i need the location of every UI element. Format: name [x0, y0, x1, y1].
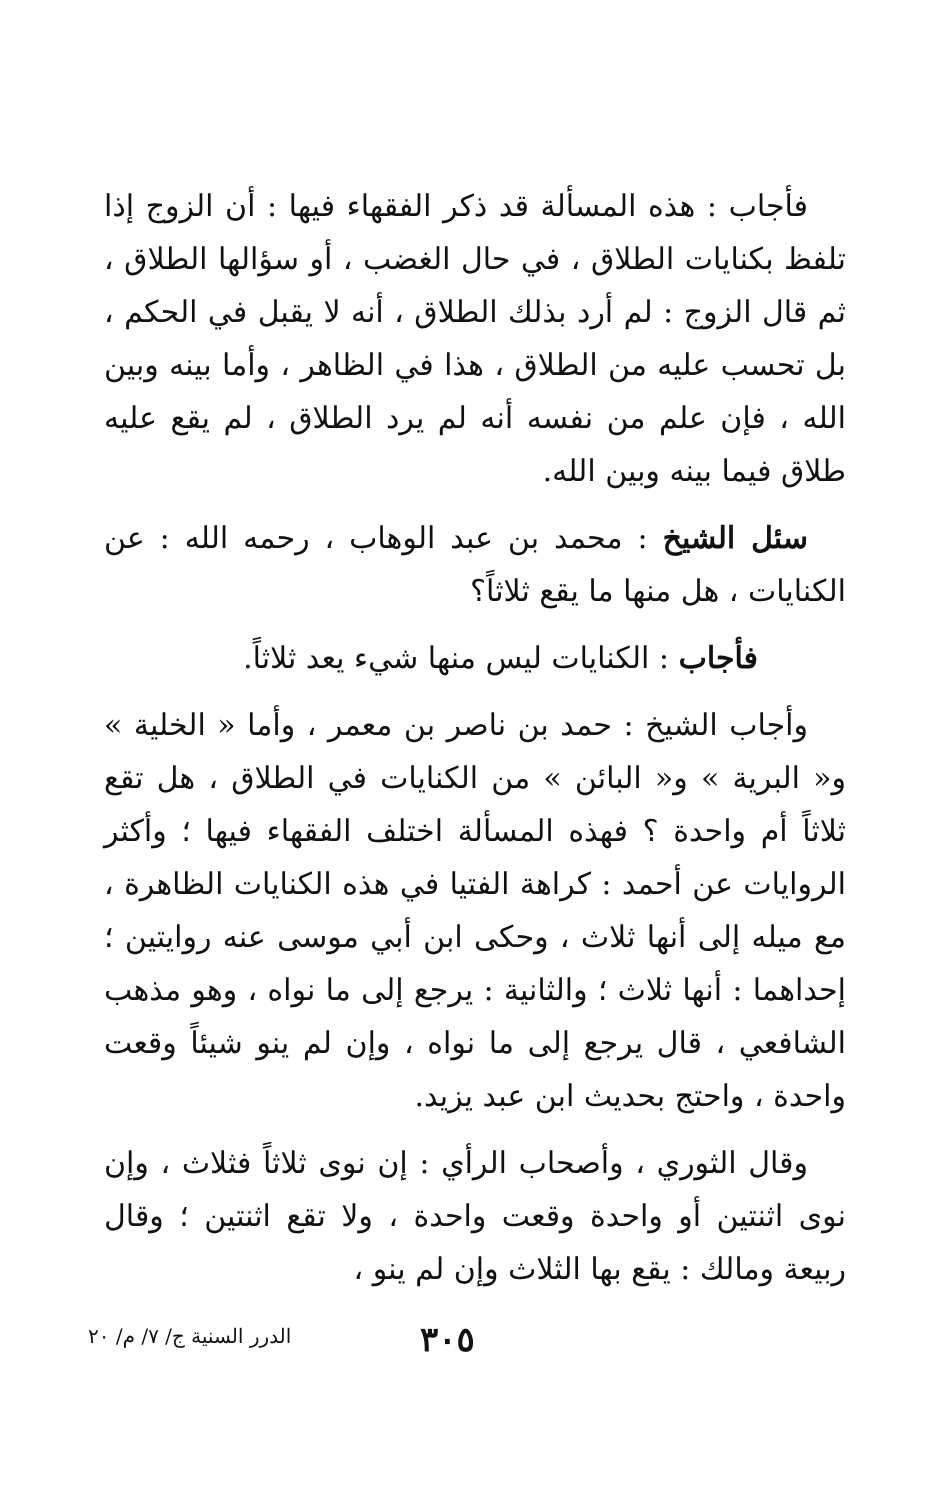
page-body: [104, 180, 846, 1310]
page-number: ٣٠٥: [420, 1320, 475, 1360]
paragraph-lead: سئل الشيخ: [662, 521, 808, 556]
paragraph-text: : محمد بن عبد الوهاب ، رحمه الله : عن الكنايات ، هل منها ما يقع ثلاثاً؟: [104, 521, 846, 609]
paragraph-lead: فأجاب: [678, 641, 758, 676]
footer-reference: الدرر السنية ج/ ٧/ م/ ٢٠: [88, 1324, 292, 1348]
paragraph-text: وأجاب الشيخ : حمد بن ناصر بن معمر ، وأما « الخلية » و« البرية » و« البائن » من الكنايات في الطلاق ، هل تقع ثلاثاً أم واحدة ؟ فهذه المسألة اختلف الفقهاء فيها ؛ وأكثر الروايات عن أحمد : كراهة الفتيا في هذه الكنايات الظاهرة ، مع ميله إلى أنها ثلاث ، وحكى ابن أبي موسى عنه روايتين ؛ إحداهما : أنها ثلاث ؛ والثانية : يرجع إلى ما نواه ، وهو مذهب الشافعي ، قال يرجع إلى ما نواه ، وإن لم ينو شيئاً وقعت واحدة ، واحتج بحديث ابن عبد يزيد.: [104, 708, 846, 1114]
page-footer: [0, 1320, 950, 1370]
paragraph-text: وقال الثوري ، وأصحاب الرأي : إن نوى ثلاثاً فثلاث ، وإن نوى اثنتين أو واحدة وقعت واحدة ، ولا تقع اثنتين ؛ وقال ربيعة ومالك : يقع بها الثلاث وإن لم ينو ،: [104, 1146, 846, 1287]
paragraph-text: فأجاب : هذه المسألة قد ذكر الفقهاء فيها : أن الزوج إذا تلفظ بكنايات الطلاق ، في حال الغضب ، أو سؤالها الطلاق ، ثم قال الزوج : لم أرد بذلك الطلاق ، أنه لا يقبل في الحكم ، بل تحسب عليه من الطلاق ، هذا في الظاهر ، وأما بينه وبين الله ، فإن علم من نفسه أنه لم يرد الطلاق ، لم يقع عليه طلاق فيما بينه وبين الله.: [104, 189, 846, 489]
paragraph-continuation: [104, 1137, 846, 1296]
paragraph-answer-1: [104, 180, 846, 498]
paragraph-text: : الكنايات ليس منها شيء يعد ثلاثاً.: [243, 641, 679, 676]
paragraph-answer-3: [104, 699, 846, 1123]
paragraph-question: [104, 512, 846, 618]
paragraph-answer-2: [104, 632, 846, 685]
